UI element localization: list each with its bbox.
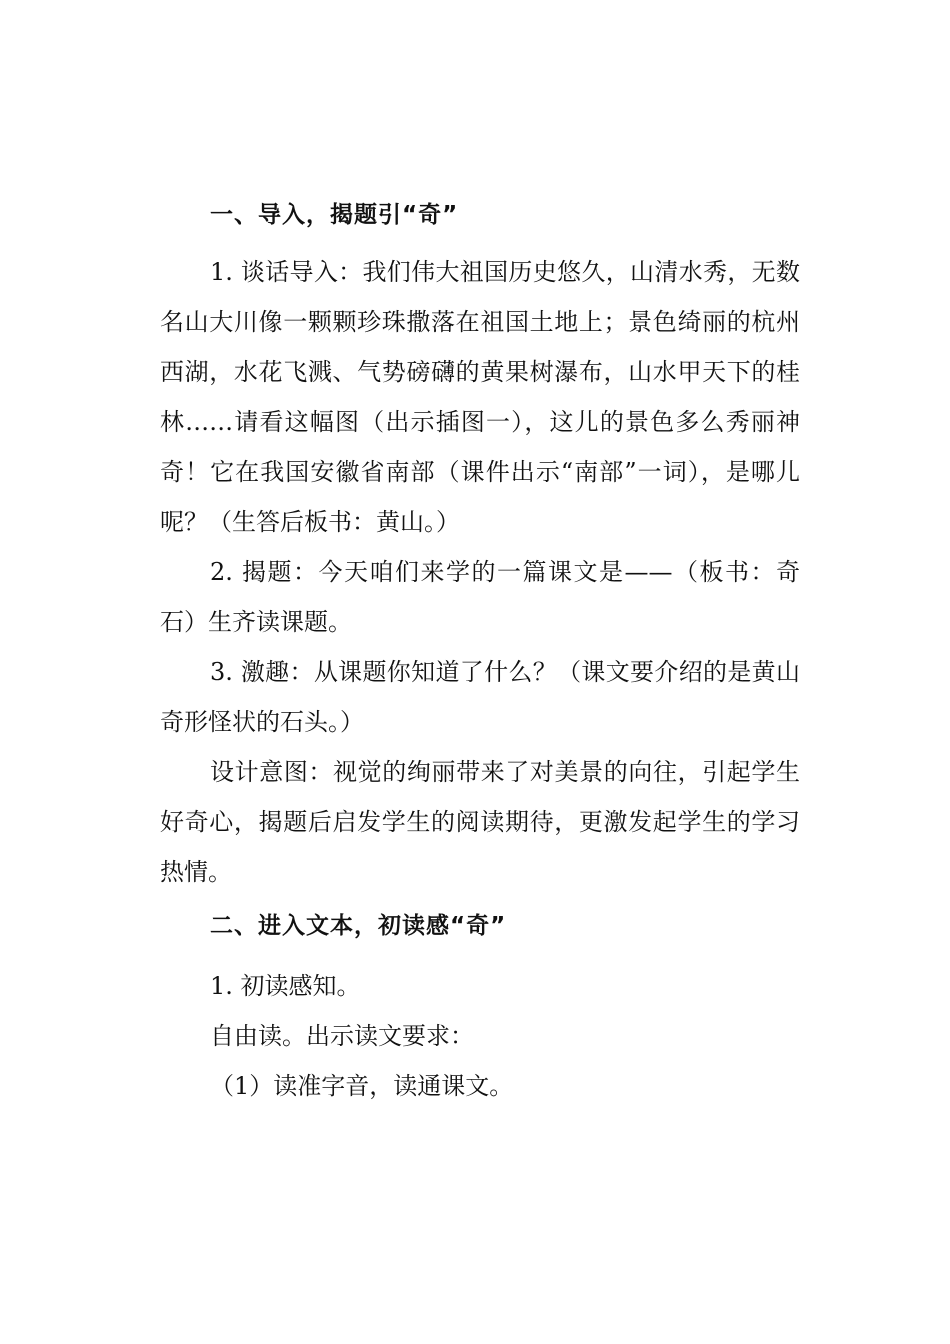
section-1-paragraph-3: 3. 激趣：从课题你知道了什么？（课文要介绍的是黄山奇形怪状的石头。） bbox=[160, 658, 800, 736]
section-2-paragraph-2: 自由读。出示读文要求： bbox=[210, 1022, 474, 1050]
document-page bbox=[160, 190, 800, 1111]
section-2-paragraph-3: （1）读准字音，读通课文。 bbox=[210, 1072, 514, 1100]
section-1-design-intent: 设计意图：视觉的绚丽带来了对美景的向往，引起学生好奇心，揭题后启发学生的阅读期待，更激发起学生的学习热情。 bbox=[160, 758, 800, 886]
section-1-paragraph-2: 2. 揭题：今天咱们来学的一篇课文是——（板书：奇石）生齐读课题。 bbox=[160, 558, 800, 636]
section-2-paragraph-1: 1. 初读感知。 bbox=[210, 972, 361, 1000]
section-1-heading: 一、导入，揭题引“奇” bbox=[210, 202, 459, 228]
section-2-heading: 二、进入文本，初读感“奇” bbox=[210, 913, 507, 939]
section-1-paragraph-1: 1. 谈话导入：我们伟大祖国历史悠久，山清水秀，无数名山大川像一颗颗珍珠撒落在祖国土地上；景色绮丽的杭州西湖，水花飞溅、气势磅礴的黄果树瀑布，山水甲天下的桂林……请看这幅图（出示插图一），这儿的景色多么秀丽神奇！它在我国安徽省南部（课件出示“南部”一词），是哪儿呢？（生答后板书：黄山。） bbox=[160, 258, 800, 536]
